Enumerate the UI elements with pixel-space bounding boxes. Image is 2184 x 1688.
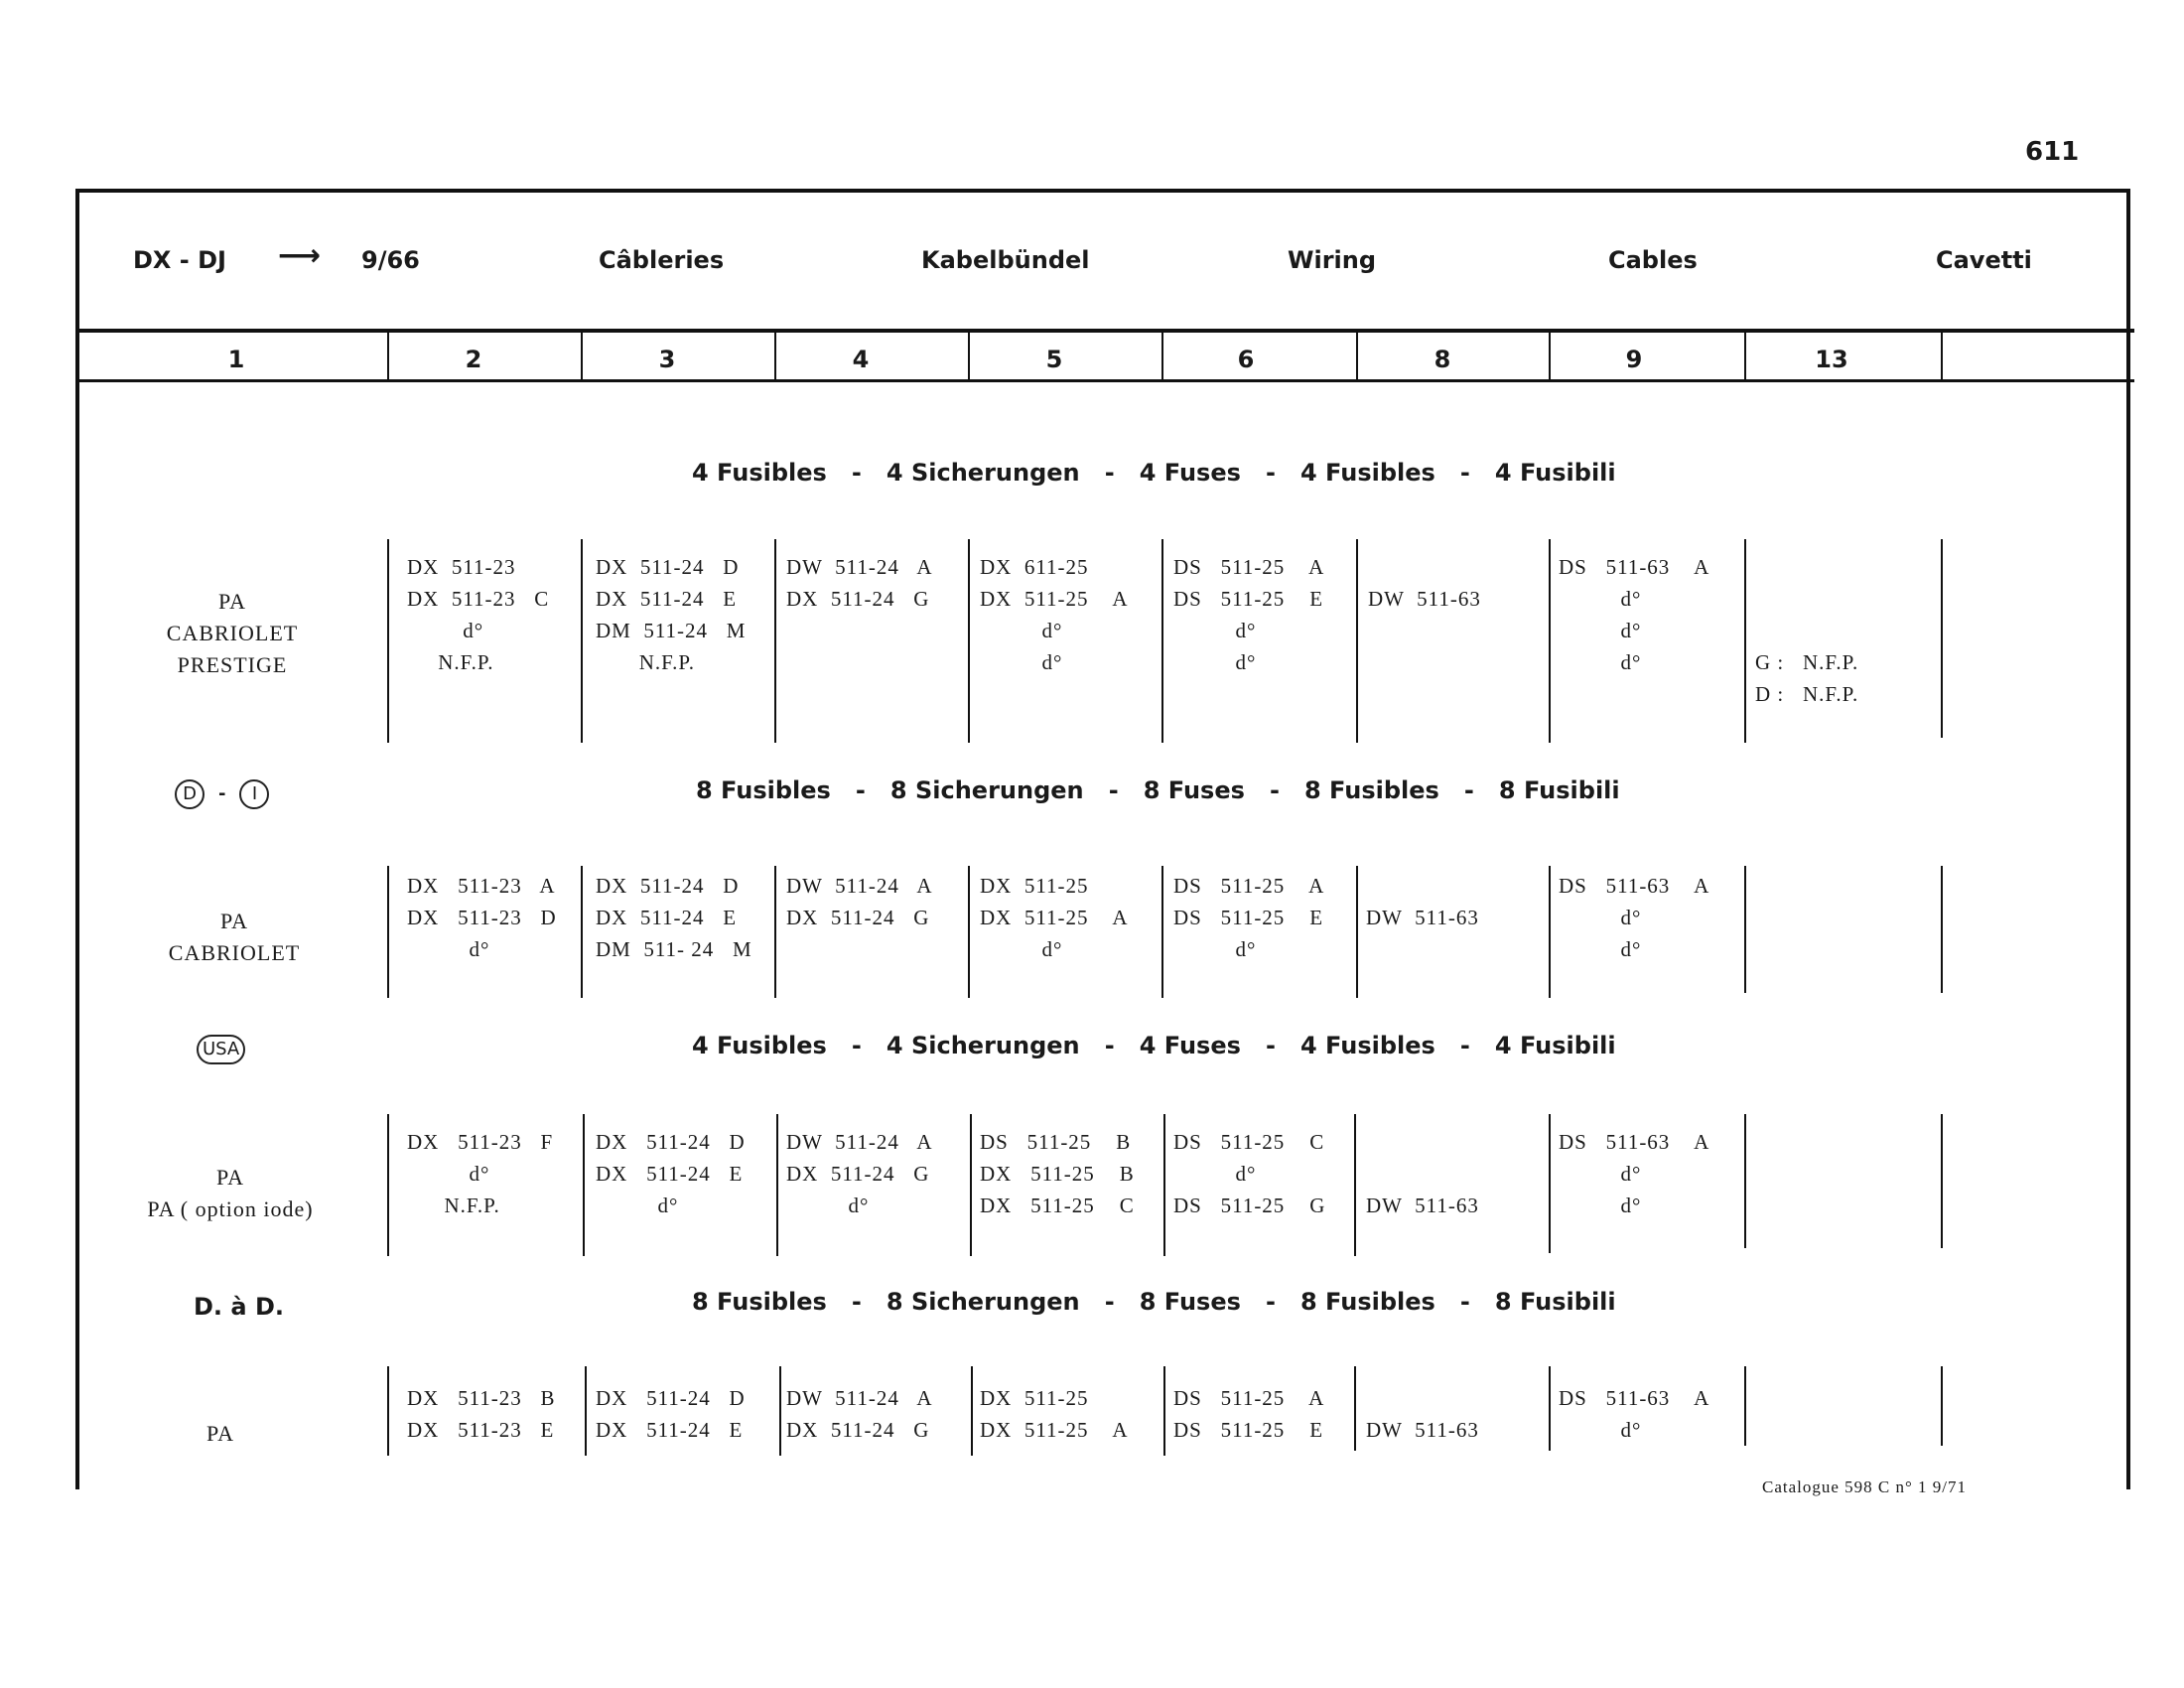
- column-divider: [387, 1114, 389, 1256]
- column-divider: [583, 1114, 585, 1256]
- country-tag-d-i: [175, 779, 269, 809]
- part-cell-col4: DW 511-24 A DX 511-24 G: [786, 555, 933, 611]
- arrow-icon: ⟶: [278, 238, 322, 273]
- column-divider: [1356, 539, 1358, 743]
- column-divider: [1549, 1114, 1551, 1253]
- vehicle-label: PA: [205, 1421, 235, 1446]
- column-divider: [776, 1114, 778, 1256]
- part-cell-col4: DW 511-24 A DX 511-24 G d°: [786, 1130, 933, 1217]
- column-divider: [1941, 539, 1943, 738]
- column-divider: [968, 333, 970, 380]
- column-divider: [968, 866, 970, 998]
- model-label: DX - DJ: [133, 246, 226, 274]
- fuse-band-heading: 8 Fusibles - 8 Sicherungen - 8 Fuses - 8 Fusibles - 8 Fusibili: [696, 776, 1620, 804]
- column-divider: [1744, 866, 1746, 993]
- title-french: Câbleries: [599, 246, 725, 274]
- vehicle-label: PA PA ( option iode): [147, 1165, 314, 1221]
- column-divider: [1744, 1366, 1746, 1446]
- country-tag-usa: [197, 1035, 245, 1064]
- part-cell-col2: DX 511-23 F d° N.F.P.: [407, 1130, 554, 1217]
- column-divider: [1549, 1366, 1551, 1451]
- column-divider: [779, 1366, 781, 1456]
- title-spanish: Cables: [1608, 246, 1698, 274]
- column-number: 13: [1815, 346, 1848, 373]
- country-d-icon: D: [175, 779, 205, 809]
- part-cell-col5: DS 511-25 B DX 511-25 B DX 511-25 C: [980, 1130, 1135, 1217]
- vehicle-label: PA CABRIOLET: [168, 909, 301, 965]
- title-italian: Cavetti: [1936, 246, 2032, 274]
- column-number: 8: [1433, 346, 1451, 373]
- column-divider: [1161, 539, 1163, 743]
- column-divider: [970, 1114, 972, 1256]
- part-cell-col4: DW 511-24 A DX 511-24 G: [786, 1386, 933, 1442]
- column-divider: [774, 333, 776, 380]
- column-divider: [1356, 333, 1358, 380]
- column-number: 1: [227, 346, 245, 373]
- part-cell-col3: DX 511-24 D DX 511-24 E DM 511-24 M N.F.P.: [596, 555, 747, 674]
- part-cell-col2: DX 511-23 B DX 511-23 E: [407, 1386, 556, 1442]
- column-divider: [1161, 866, 1163, 998]
- column-divider: [387, 539, 389, 743]
- catalogue-footer: Catalogue 598 C n° 1 9/71: [1762, 1477, 1968, 1496]
- column-divider: [1744, 539, 1746, 743]
- column-divider: [1941, 866, 1943, 993]
- column-number: 9: [1625, 346, 1643, 373]
- column-divider: [581, 333, 583, 380]
- column-divider: [1549, 333, 1551, 380]
- part-cell-col8: DW 511-63: [1368, 587, 1481, 611]
- part-cell-col13: G : N.F.P. D : N.F.P.: [1755, 650, 1859, 706]
- part-cell-col9: DS 511-63 A d°: [1559, 1386, 1710, 1442]
- column-divider: [387, 1366, 389, 1456]
- part-cell-col8: DW 511-63: [1366, 906, 1479, 929]
- part-cell-col3: DX 511-24 D DX 511-24 E DM 511- 24 M: [596, 874, 752, 961]
- column-divider: [774, 866, 776, 998]
- header-rule: [75, 329, 2134, 333]
- column-number: 2: [465, 346, 482, 373]
- date-label: 9/66: [361, 246, 420, 274]
- vehicle-label: PA CABRIOLET PRESTIGE: [166, 589, 299, 677]
- fuse-band-heading: 8 Fusibles - 8 Sicherungen - 8 Fuses - 8 Fusibles - 8 Fusibili: [692, 1288, 1616, 1316]
- part-cell-col6: DS 511-25 A DS 511-25 E: [1173, 1386, 1325, 1442]
- column-divider: [1744, 1114, 1746, 1248]
- column-number: 4: [852, 346, 870, 373]
- column-divider: [968, 539, 970, 743]
- column-divider: [1549, 539, 1551, 743]
- column-number: 6: [1237, 346, 1255, 373]
- part-cell-col8: DW 511-63: [1366, 1418, 1479, 1442]
- column-divider: [1941, 333, 1943, 380]
- column-divider: [1354, 1114, 1356, 1256]
- column-divider: [387, 866, 389, 998]
- country-usa-icon: USA: [197, 1035, 245, 1064]
- part-cell-col9: DS 511-63 A d° d° d°: [1559, 555, 1710, 674]
- column-divider: [774, 539, 776, 743]
- part-cell-col2: DX 511-23 DX 511-23 C d° N.F.P.: [407, 555, 550, 674]
- page-number: 611: [2025, 137, 2080, 167]
- column-divider: [581, 539, 583, 743]
- column-number-rule: [75, 379, 2134, 382]
- country-i-icon: I: [239, 779, 269, 809]
- column-divider: [1163, 1114, 1165, 1256]
- column-number: 5: [1045, 346, 1063, 373]
- part-cell-col8: DW 511-63: [1366, 1194, 1479, 1217]
- part-cell-col5: DX 511-25 DX 511-25 A d°: [980, 874, 1129, 961]
- part-cell-col3: DX 511-24 D DX 511-24 E d°: [596, 1130, 746, 1217]
- part-cell-col5: DX 511-25 DX 511-25 A: [980, 1386, 1129, 1442]
- column-divider: [1744, 333, 1746, 380]
- column-divider: [1354, 1366, 1356, 1451]
- part-cell-col2: DX 511-23 A DX 511-23 D d°: [407, 874, 557, 961]
- column-divider: [1163, 1366, 1165, 1456]
- column-divider: [387, 333, 389, 380]
- part-cell-col6: DS 511-25 A DS 511-25 E d°: [1173, 874, 1325, 961]
- title-english: Wiring: [1288, 246, 1377, 274]
- column-divider: [1941, 1114, 1943, 1248]
- part-cell-col3: DX 511-24 D DX 511-24 E: [596, 1386, 746, 1442]
- column-divider: [971, 1366, 973, 1456]
- column-divider: [585, 1366, 587, 1456]
- title-german: Kabelbündel: [921, 246, 1090, 274]
- part-cell-col9: DS 511-63 A d° d°: [1559, 1130, 1710, 1217]
- part-cell-col4: DW 511-24 A DX 511-24 G: [786, 874, 933, 929]
- part-cell-col6: DS 511-25 A DS 511-25 E d° d°: [1173, 555, 1325, 674]
- right-hand-drive-label: D. à D.: [194, 1293, 284, 1321]
- part-cell-col9: DS 511-63 A d° d°: [1559, 874, 1710, 961]
- column-number: 3: [658, 346, 676, 373]
- fuse-band-heading: 4 Fusibles - 4 Sicherungen - 4 Fuses - 4 Fusibles - 4 Fusibili: [692, 1032, 1616, 1059]
- fuse-band-heading: 4 Fusibles - 4 Sicherungen - 4 Fuses - 4 Fusibles - 4 Fusibili: [692, 459, 1616, 487]
- tag-separator: -: [218, 783, 226, 804]
- column-divider: [1356, 866, 1358, 998]
- column-divider: [1161, 333, 1163, 380]
- column-divider: [581, 866, 583, 998]
- column-divider: [1941, 1366, 1943, 1446]
- part-cell-col5: DX 611-25 DX 511-25 A d° d°: [980, 555, 1129, 674]
- part-cell-col6: DS 511-25 C d° DS 511-25 G: [1173, 1130, 1326, 1217]
- column-divider: [1549, 866, 1551, 998]
